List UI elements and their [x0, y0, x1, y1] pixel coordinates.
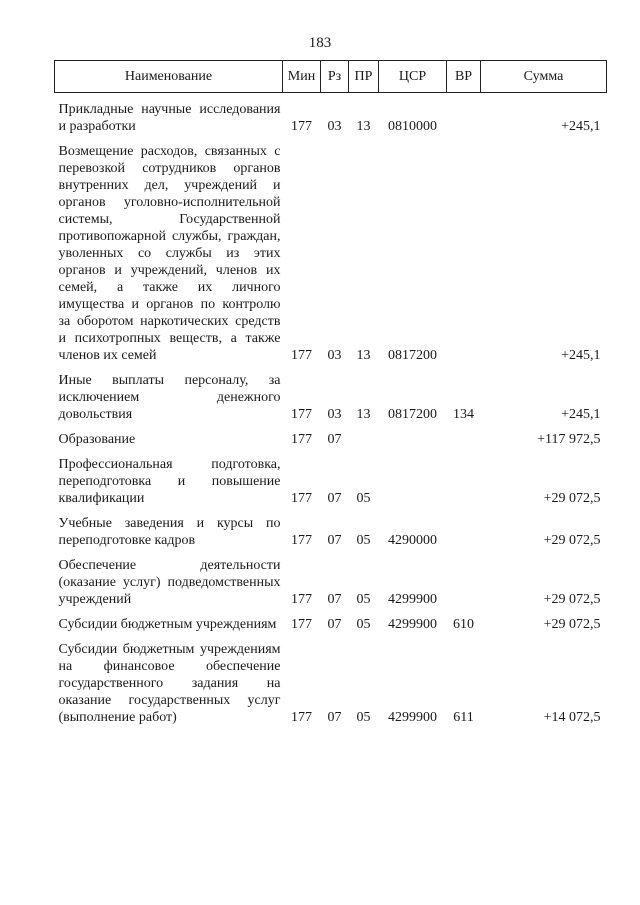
- cell-csr: 0810000: [388, 119, 437, 134]
- cell-pr: 05: [356, 617, 371, 632]
- cell-vr: [447, 515, 481, 549]
- cell-sum: +29 072,5: [543, 533, 601, 548]
- cell-vr: 610: [453, 617, 474, 632]
- header-csr: ЦСР: [379, 61, 447, 93]
- cell-pr: 13: [356, 119, 371, 134]
- cell-name: Прикладные научные исследования и разработки: [58, 102, 281, 134]
- cell-sum: +14 072,5: [543, 710, 601, 725]
- header-rz: Рз: [321, 61, 349, 93]
- table-row: [55, 456, 607, 507]
- cell-pr: 05: [356, 592, 371, 607]
- cell-vr: [447, 456, 481, 507]
- cell-csr: 4290000: [388, 533, 437, 548]
- table-row: [55, 143, 607, 364]
- row-spacer-cell: [55, 549, 607, 557]
- row-spacer: [55, 507, 607, 515]
- row-spacer-cell: [55, 633, 607, 641]
- row-spacer-cell: [55, 608, 607, 616]
- row-spacer: [55, 135, 607, 143]
- cell-min: 177: [291, 533, 312, 548]
- header-name: Наименование: [55, 61, 283, 93]
- cell-sum: +245,1: [561, 348, 601, 363]
- cell-rz: 07: [327, 710, 342, 725]
- cell-csr: 0817200: [388, 348, 437, 363]
- table-row: [55, 557, 607, 608]
- cell-vr: [447, 101, 481, 135]
- cell-min: 177: [291, 710, 312, 725]
- cell-rz: 07: [327, 617, 342, 632]
- row-spacer: [55, 448, 607, 456]
- cell-name: Учебные заведения и курсы по переподготовке кадров: [58, 516, 281, 548]
- header-min: Мин: [283, 61, 321, 93]
- cell-rz: 07: [327, 491, 342, 506]
- cell-min: 177: [291, 617, 312, 632]
- cell-min: 177: [291, 348, 312, 363]
- row-spacer: [55, 364, 607, 372]
- table-row: [55, 641, 607, 726]
- cell-min: 177: [291, 407, 312, 422]
- table-row: [55, 616, 607, 633]
- cell-name: Субсидии бюджетным учреждениям на финансовое обеспечение государственного задания на оказание государственных услуг (выполнение работ): [58, 642, 281, 725]
- header-vr: ВР: [447, 61, 481, 93]
- row-spacer-cell: [55, 507, 607, 515]
- row-spacer-cell: [55, 423, 607, 431]
- cell-sum: +29 072,5: [543, 592, 601, 607]
- cell-vr: 134: [453, 407, 474, 422]
- cell-rz: 03: [327, 348, 342, 363]
- cell-rz: 07: [327, 533, 342, 548]
- cell-vr: 611: [453, 710, 474, 725]
- cell-sum: +29 072,5: [543, 617, 601, 632]
- row-spacer-cell: [55, 135, 607, 143]
- cell-sum: +245,1: [561, 119, 601, 134]
- cell-rz: 03: [327, 407, 342, 422]
- page-number: 183: [308, 35, 332, 51]
- header-row: [55, 61, 607, 93]
- cell-name: Субсидии бюджетным учреждениям: [58, 617, 277, 632]
- cell-csr: 0817200: [388, 407, 437, 422]
- table-row: [55, 372, 607, 423]
- cell-pr: 05: [356, 710, 371, 725]
- cell-sum: +29 072,5: [543, 491, 601, 506]
- row-spacer-cell: [55, 364, 607, 372]
- table-row: [55, 101, 607, 135]
- cell-pr: 05: [356, 491, 371, 506]
- cell-min: 177: [291, 592, 312, 607]
- table-row: [55, 515, 607, 549]
- cell-csr: 4299900: [388, 617, 437, 632]
- cell-pr: [349, 431, 379, 448]
- cell-csr: [379, 456, 447, 507]
- row-spacer: [55, 93, 607, 102]
- cell-name: Иные выплаты персоналу, за исключением денежного довольствия: [58, 373, 281, 422]
- row-spacer: [55, 633, 607, 641]
- row-spacer: [55, 608, 607, 616]
- cell-vr: [447, 431, 481, 448]
- cell-rz: 07: [327, 592, 342, 607]
- cell-min: 177: [291, 432, 312, 447]
- cell-name: Профессиональная подготовка, переподготовка и повышение квалификации: [58, 457, 281, 506]
- budget-table: [54, 60, 607, 726]
- table-row: [55, 431, 607, 448]
- table-body: [55, 93, 607, 727]
- cell-csr: [379, 431, 447, 448]
- cell-pr: 13: [356, 407, 371, 422]
- cell-name: Обеспечение деятельности (оказание услуг) подведомственных учреждений: [58, 558, 281, 607]
- cell-rz: 03: [327, 119, 342, 134]
- cell-csr: 4299900: [388, 592, 437, 607]
- header-sum: Сумма: [481, 61, 607, 93]
- cell-sum: +245,1: [561, 407, 601, 422]
- cell-rz: 07: [327, 432, 342, 447]
- cell-name: Возмещение расходов, связанных с перевозкой сотрудников органов внутренних дел, учреждений и органов уголовно-исполнительной системы, Государственной противопожарной службы, граждан, уволенных со службы из этих органов и учреждений, членов их семей, а также их личного имущества и органов по контролю за оборотом наркотических средств и психотропных веществ, а также членов их семей: [58, 144, 281, 363]
- row-spacer-cell: [55, 93, 607, 102]
- row-spacer: [55, 423, 607, 431]
- cell-min: 177: [291, 491, 312, 506]
- cell-pr: 05: [356, 533, 371, 548]
- cell-vr: [447, 557, 481, 608]
- cell-pr: 13: [356, 348, 371, 363]
- cell-vr: [447, 143, 481, 364]
- cell-sum: +117 972,5: [537, 432, 601, 447]
- header-pr: ПР: [349, 61, 379, 93]
- cell-min: 177: [291, 119, 312, 134]
- row-spacer-cell: [55, 448, 607, 456]
- row-spacer: [55, 549, 607, 557]
- cell-name: Образование: [58, 432, 136, 447]
- cell-csr: 4299900: [388, 710, 437, 725]
